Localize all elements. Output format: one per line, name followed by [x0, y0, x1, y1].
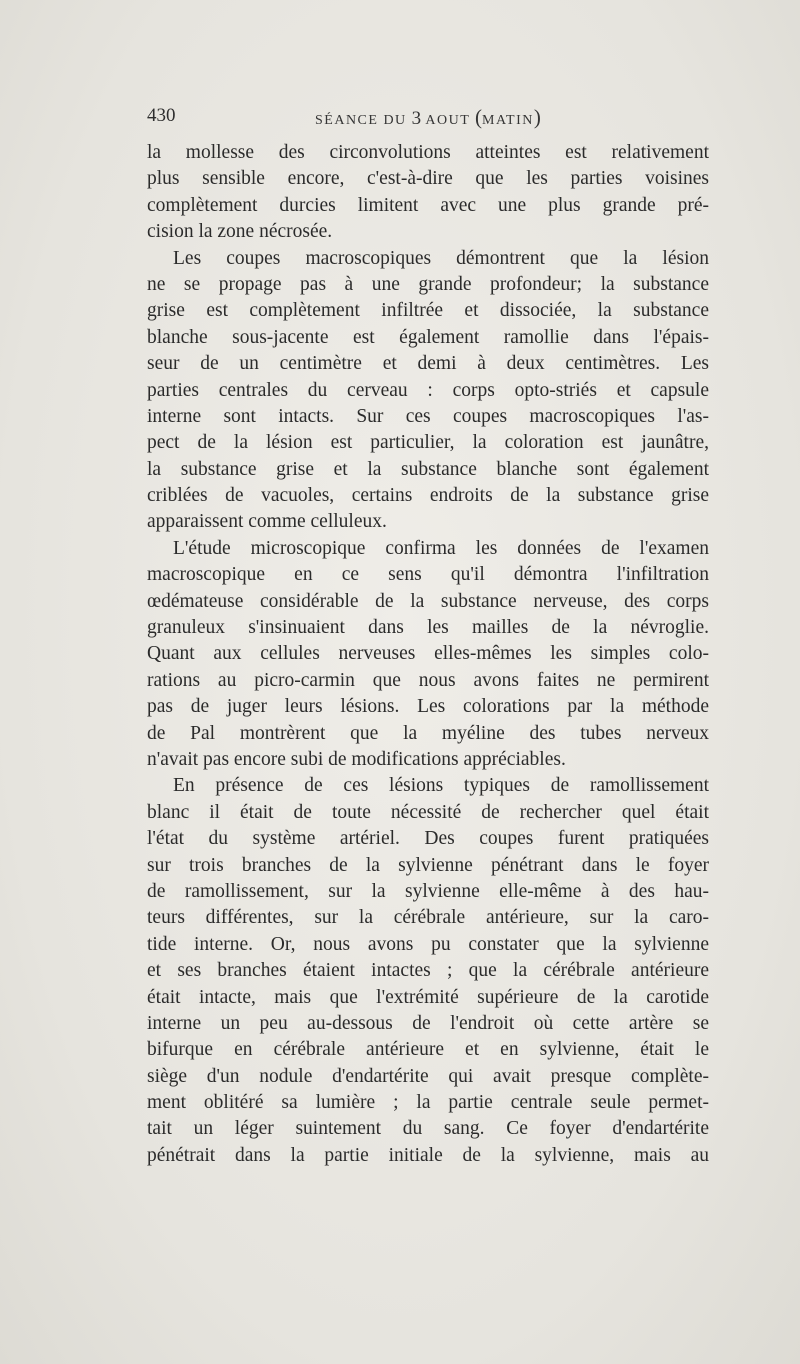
text-line: granuleux s'insinuaient dans les mailles de la névroglie.	[147, 617, 709, 639]
text-line: parties centrales du cerveau : corps opto-striés et capsule	[147, 379, 709, 401]
text-line: l'état du système artériel. Des coupes furent pratiquées	[147, 828, 709, 850]
page-header	[147, 103, 709, 129]
text-line: tait un léger suintement du sang. Ce foyer d'endartérite	[147, 1118, 709, 1140]
running-head-paren-close: )	[533, 105, 541, 129]
text-line: ne se propage pas à une grande profondeur; la substance	[147, 273, 709, 295]
text-line: complètement durcies limitent avec une plus grande pré-	[147, 194, 709, 216]
text-line: En présence de ces lésions typiques de ramollissement	[173, 775, 709, 797]
text-line: Quant aux cellules nerveuses elles-mêmes les simples colo-	[147, 643, 709, 665]
running-head-day: 3	[411, 108, 422, 129]
text-line: Les coupes macroscopiques démontrent que la lésion	[173, 247, 709, 269]
text-line: de ramollissement, sur la sylvienne elle-même à des hau-	[147, 880, 709, 902]
text-line: macroscopique en ce sens qu'il démontra l'infiltration	[147, 564, 709, 586]
text-line: pas de juger leurs lésions. Les colorations par la méthode	[147, 696, 709, 718]
text-line: sur trois branches de la sylvienne pénétrant dans le foyer	[147, 854, 709, 876]
text-line: pect de la lésion est particulier, la coloration est jaunâtre,	[147, 432, 709, 454]
text-line: la substance grise et la substance blanche sont également	[147, 458, 709, 480]
running-head-prefix: SÉANCE DU	[315, 113, 412, 128]
text-line: teurs différentes, sur la cérébrale antérieure, sur la caro-	[147, 907, 709, 929]
running-head-paren-open: (	[475, 105, 483, 129]
text-line: la mollesse des circonvolutions atteintes est relativement	[147, 142, 709, 163]
text-line: ment oblitéré sa lumière ; la partie centrale seule permet-	[147, 1092, 709, 1114]
text-line: grise est complètement infiltrée et dissociée, la substance	[147, 300, 709, 322]
text-line: plus sensible encore, c'est-à-dire que les parties voisines	[147, 168, 709, 190]
text-line: cision la zone nécrosée.	[147, 221, 333, 243]
text-line: de Pal montrèrent que la myéline des tubes nerveux	[147, 722, 709, 744]
text-line: blanche sous-jacente est également ramollie dans l'épais-	[147, 326, 709, 348]
text-line: apparaissent comme celluleux.	[147, 511, 387, 533]
body-text	[147, 140, 709, 1169]
text-line: seur de un centimètre et demi à deux centimètres. Les	[147, 353, 709, 375]
text-line: œdémateuse considérable de la substance nerveuse, des corps	[147, 590, 709, 612]
text-line: interne sont intacts. Sur ces coupes macroscopiques l'as-	[147, 405, 709, 427]
text-line: criblées de vacuoles, certains endroits de la substance grise	[147, 485, 709, 507]
page-number: 430	[147, 105, 176, 126]
text-line: L'étude microscopique confirma les données de l'examen	[173, 537, 709, 559]
text-line: interne un peu au-dessous de l'endroit où cette artère se	[147, 1012, 709, 1034]
text-line: et ses branches étaient intactes ; que la cérébrale antérieure	[147, 960, 709, 982]
text-line: n'avait pas encore subi de modifications appréciables.	[147, 748, 566, 770]
running-head-month: AOUT	[421, 113, 476, 128]
text-line: pénétrait dans la partie initiale de la sylvienne, mais au	[147, 1144, 709, 1166]
text-line: rations au picro-carmin que nous avons faites ne permirent	[147, 669, 709, 691]
text-line: tide interne. Or, nous avons pu constater que la sylvienne	[147, 933, 709, 955]
text-line: bifurque en cérébrale antérieure et en sylvienne, était le	[147, 1039, 709, 1061]
running-head-session: MATIN	[482, 113, 534, 128]
text-line: siège d'un nodule d'endartérite qui avait presque complète-	[147, 1065, 709, 1087]
running-head	[315, 104, 541, 134]
text-line: blanc il était de toute nécessité de rechercher quel était	[147, 801, 709, 823]
text-line: était intacte, mais que l'extrémité supérieure de la carotide	[147, 986, 709, 1008]
